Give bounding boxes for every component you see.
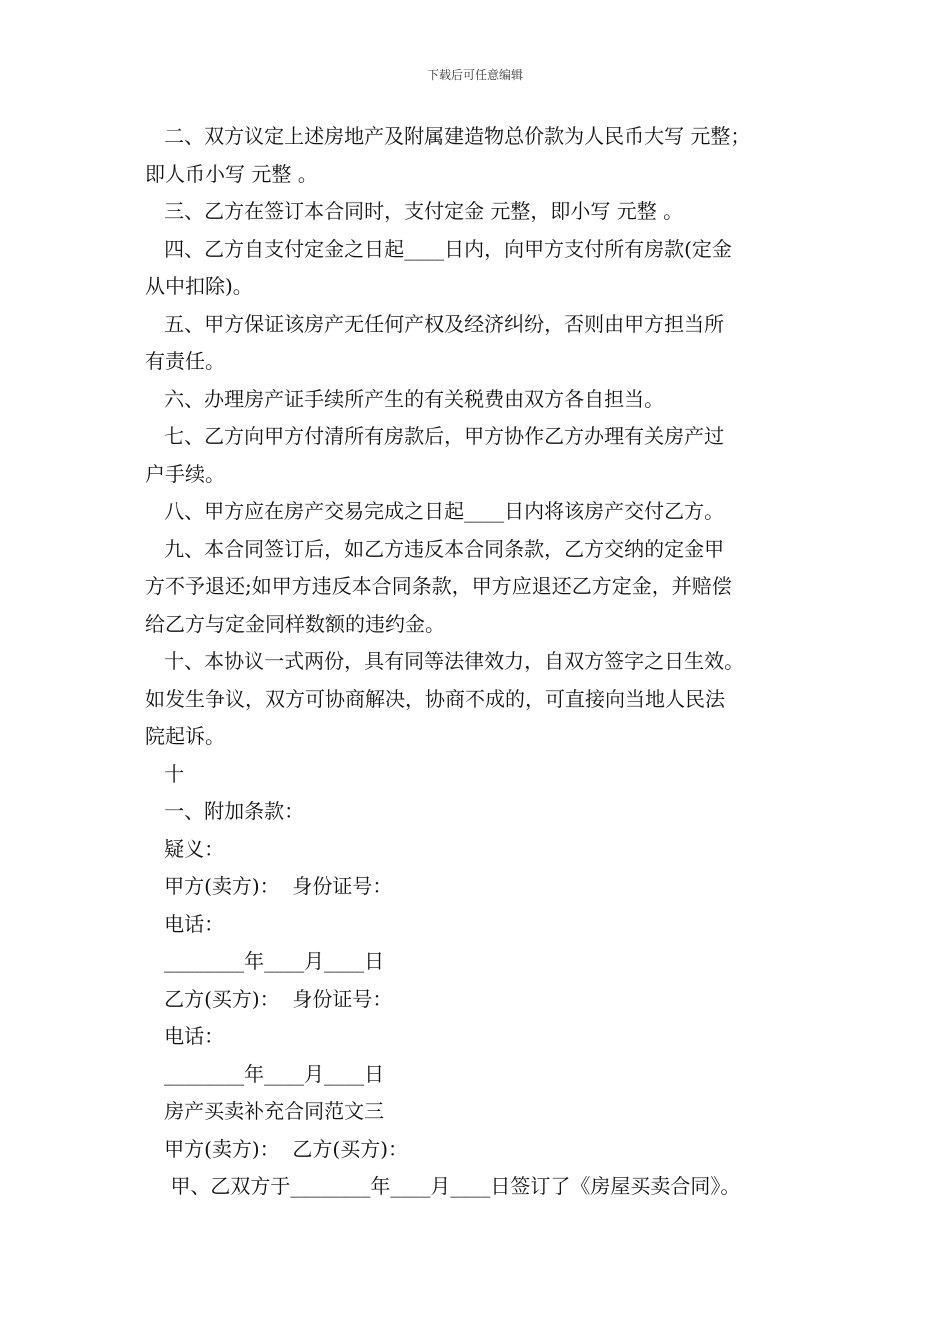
paragraph-line: 疑义： [145,836,225,861]
paragraph-line: ________年____月____日 [145,949,385,973]
paragraph-line: 院起诉。 [145,724,225,748]
paragraph-line: 电话： [145,911,225,936]
page-header: 下载后可任意编辑 [426,68,523,82]
paragraph-line: 九、本合同签订后，如乙方违反本合同条款，乙方交纳的定金甲 [145,536,725,561]
paragraph-line: 四、乙方自支付定金之日起____日内，向甲方支付所有房款(定金 [145,236,732,261]
paragraph-line: 有责任。 [145,349,225,373]
paragraph-line: 即人币小写 元整 。 [145,161,318,186]
paragraph-line: 电话： [145,1024,225,1048]
paragraph-line: 甲、乙双方于________年____月____日签订了《房屋买卖合同》。 [145,1174,741,1198]
paragraph-line: 十、本协议一式两份，具有同等法律效力，自双方签字之日生效。 [145,649,745,673]
paragraph-line: 一、附加条款： [145,799,305,823]
paragraph-line: 八、甲方应在房产交易完成之日起____日内将该房产交付乙方。 [145,499,725,523]
paragraph-line: 方不予退还;如甲方违反本合同条款，甲方应退还乙方定金，并赔偿 [145,574,732,598]
paragraph-line: 七、乙方向甲方付清所有房款后，甲方协作乙方办理有关房产过 [145,424,725,448]
paragraph-line: 如发生争议，双方可协商解决，协商不成的，可直接向当地人民法 [145,686,725,711]
paragraph-line: 户手续。 [145,461,225,486]
paragraph-line: 甲方(卖方)： 身份证号： [145,874,393,898]
paragraph-line: 乙方(买方)： 身份证号： [145,986,393,1011]
paragraph-line: 从中扣除)。 [145,274,253,298]
paragraph-line: 十 [145,761,185,786]
paragraph-line: ________年____月____日 [145,1061,385,1086]
paragraph-line: 五、甲方保证该房产无任何产权及经济纠纷，否则由甲方担当所 [145,311,725,336]
paragraph-line: 二、双方议定上述房地产及附属建造物总价款为人民币大写 元整； [145,124,751,148]
paragraph-line: 六、办理房产证手续所产生的有关税费由双方各自担当。 [145,386,665,411]
paragraph-line: 甲方(卖方)： 乙方(买方)： [145,1136,409,1161]
paragraph-line: 三、乙方在签订本合同时，支付定金 元整，即小写 元整 。 [145,199,684,223]
paragraph-line: 给乙方与定金同样数额的违约金。 [145,611,445,636]
document-body [145,118,815,1206]
paragraph-line: 房产买卖补充合同范文三 [145,1099,385,1123]
